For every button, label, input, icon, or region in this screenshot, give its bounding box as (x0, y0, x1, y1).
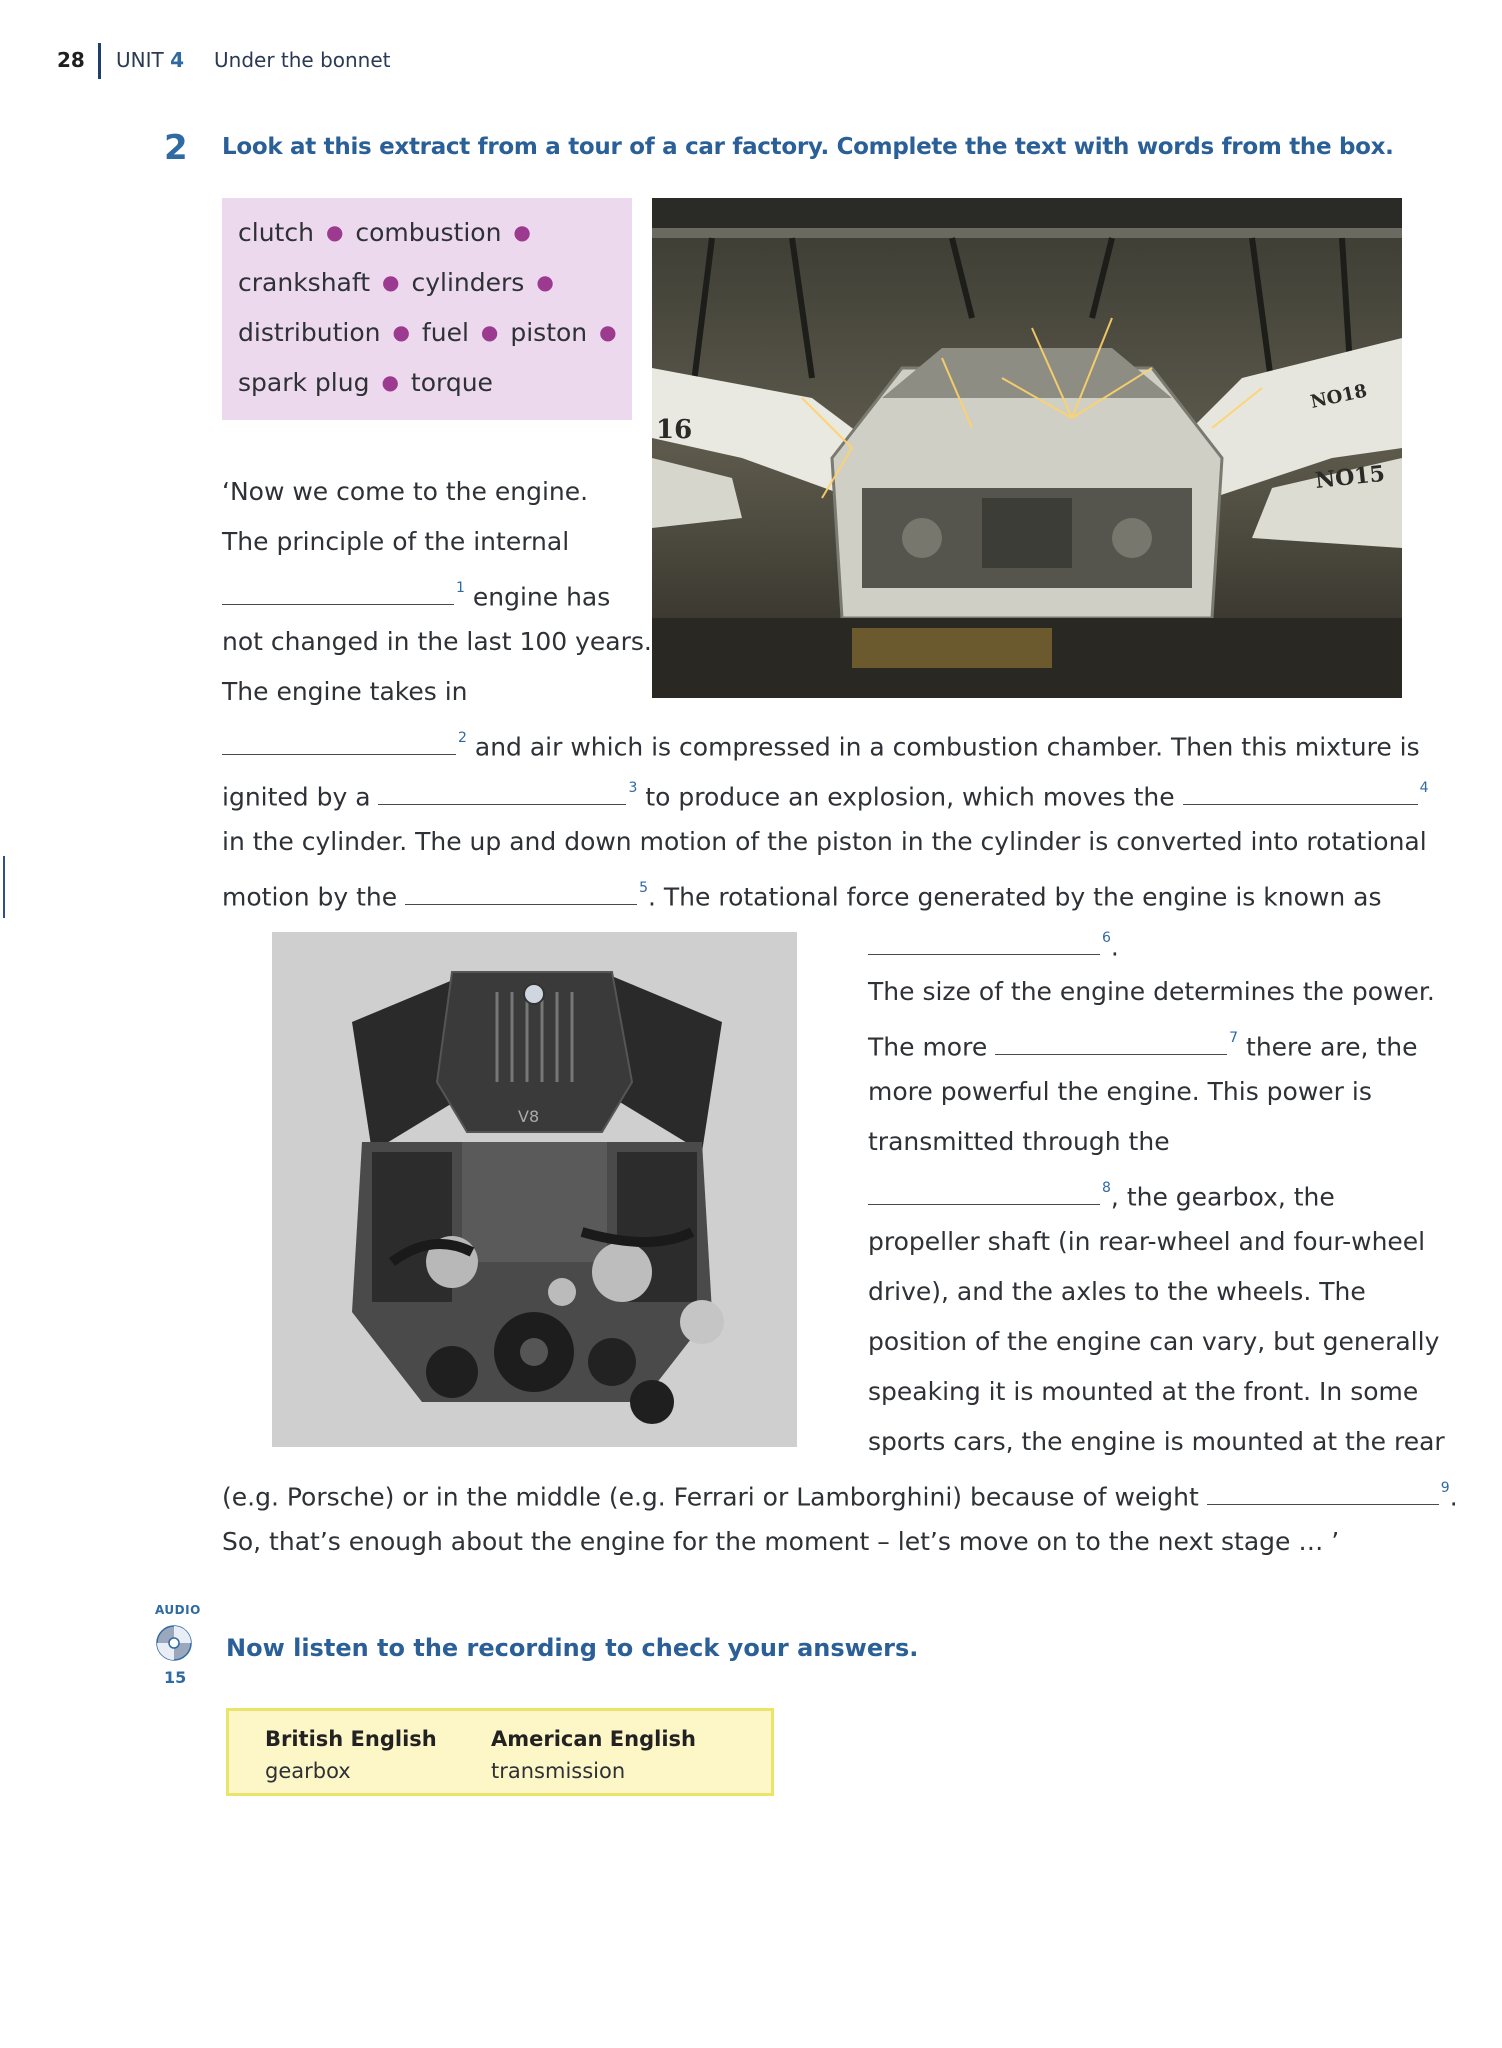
car-factory-illustration (652, 198, 1402, 698)
text-span: The more (868, 1032, 996, 1062)
text-span: to produce an explosion, which moves the (637, 782, 1183, 812)
text-line: in the cylinder. The up and down motion of the piston in the cylinder is converted into rotational (222, 827, 1427, 856)
word: spark plug (238, 368, 370, 397)
listen-instruction: Now listen to the recording to check your answers. (226, 1634, 919, 1662)
text-line: The principle of the internal (222, 527, 570, 556)
text-line (222, 577, 610, 612)
robot-label: 16 (656, 415, 693, 445)
unit-word: UNIT (116, 48, 164, 72)
text-span: , the gearbox, the (1110, 1182, 1335, 1212)
bullet-icon: ● (513, 220, 531, 244)
margin-bar (3, 856, 5, 918)
text-line: not changed in the last 100 years. (222, 627, 652, 656)
bullet-icon: ● (599, 320, 617, 344)
text-line: The size of the engine determines the power. (868, 977, 1435, 1006)
answer-blank[interactable] (1207, 1482, 1439, 1505)
exercise-instruction: Look at this extract from a tour of a car factory. Complete the text with words from the box. (222, 134, 1394, 160)
text-line (222, 727, 1420, 762)
text-span: motion by the (222, 882, 406, 912)
american-heading: American English (491, 1727, 696, 1751)
bullet-icon: ● (382, 270, 400, 294)
answer-blank[interactable] (868, 1182, 1100, 1205)
bullet-icon: ● (392, 320, 410, 344)
gap-number: 2 (458, 730, 467, 746)
text-span: there are, the (1238, 1032, 1418, 1062)
text-span: . (1449, 1482, 1458, 1512)
word-box (222, 198, 632, 420)
word: crankshaft (238, 268, 371, 297)
unit-number: 4 (170, 48, 184, 72)
header-divider (98, 43, 101, 79)
text-line: drive), and the axles to the wheels. The (868, 1277, 1366, 1306)
text-line: speaking it is mounted at the front. In some (868, 1377, 1419, 1406)
car-factory-photo (652, 198, 1402, 698)
answer-blank[interactable] (222, 732, 456, 755)
text-line: transmitted through the (868, 1127, 1170, 1156)
text-line: sports cars, the engine is mounted at the rear (868, 1427, 1445, 1456)
gap-number: 1 (456, 580, 465, 596)
bullet-icon: ● (536, 270, 554, 294)
word: clutch (238, 218, 314, 247)
word: cylinders (411, 268, 525, 297)
answer-blank[interactable] (868, 932, 1100, 955)
gap-number: 6 (1102, 930, 1111, 946)
word-box-line (238, 268, 566, 297)
word: distribution (238, 318, 381, 347)
cd-icon (156, 1625, 192, 1661)
engine-illustration (272, 932, 797, 1447)
answer-blank[interactable] (378, 782, 626, 805)
text-line (222, 1477, 1458, 1512)
text-line: position of the engine can vary, but generally (868, 1327, 1440, 1356)
text-span: and air which is compressed in a combustion chamber. Then this mixture is (466, 732, 1420, 762)
word: piston (510, 318, 588, 347)
answer-blank[interactable] (1183, 782, 1418, 805)
bullet-icon: ● (325, 220, 344, 244)
v8-engine-photo (272, 932, 797, 1447)
word: combustion (355, 218, 502, 247)
gap-number: 8 (1102, 1180, 1111, 1196)
exercise-number: 2 (164, 128, 188, 168)
answer-blank[interactable] (405, 882, 637, 905)
text-span: ignited by a (222, 782, 379, 812)
text-span: . (1110, 932, 1119, 962)
audio-cd-icon[interactable] (156, 1625, 192, 1661)
gap-number: 3 (628, 780, 638, 796)
audio-label: AUDIO (155, 1603, 201, 1617)
gap-number: 9 (1440, 1480, 1450, 1496)
word-box-line (238, 368, 493, 397)
text-line (222, 877, 1381, 912)
engine-badge: V8 (518, 1107, 540, 1126)
text-line (868, 1027, 1417, 1062)
bullet-icon: ● (480, 320, 499, 344)
text-line (868, 1177, 1335, 1212)
american-word: transmission (491, 1759, 626, 1783)
text-line: So, that’s enough about the engine for the moment – let’s move on to the next stage … ’ (222, 1527, 1340, 1556)
text-line (868, 927, 1119, 962)
unit-label (116, 48, 184, 72)
text-line: ‘Now we come to the engine. (222, 477, 589, 506)
text-line (222, 777, 1429, 812)
word: fuel (421, 318, 469, 347)
text-line: propeller shaft (in rear-wheel and four-wheel (868, 1227, 1426, 1256)
word: torque (410, 368, 493, 397)
british-word: gearbox (265, 1759, 351, 1783)
robot-label: NO15 (1313, 460, 1387, 494)
word-box-line (238, 318, 629, 347)
language-note-box (226, 1708, 774, 1796)
text-span: engine has (464, 582, 611, 612)
unit-title: Under the bonnet (214, 48, 391, 72)
text-span: (e.g. Porsche) or in the middle (e.g. Ferrari or Lamborghini) because of weight (222, 1482, 1207, 1512)
gap-number: 4 (1419, 780, 1429, 796)
robot-label: NO18 (1308, 380, 1369, 413)
answer-blank[interactable] (222, 582, 454, 605)
answer-blank[interactable] (995, 1032, 1227, 1055)
text-line: The engine takes in (222, 677, 468, 706)
british-heading: British English (265, 1727, 437, 1751)
word-box-line (238, 218, 543, 247)
page-number: 28 (57, 48, 85, 72)
text-span: . The rotational force generated by the engine is known as (648, 882, 1382, 912)
audio-track-number: 15 (164, 1668, 187, 1687)
gap-number: 5 (639, 880, 648, 896)
gap-number: 7 (1229, 1030, 1239, 1046)
text-line: more powerful the engine. This power is (868, 1077, 1372, 1106)
bullet-icon: ● (381, 370, 399, 394)
